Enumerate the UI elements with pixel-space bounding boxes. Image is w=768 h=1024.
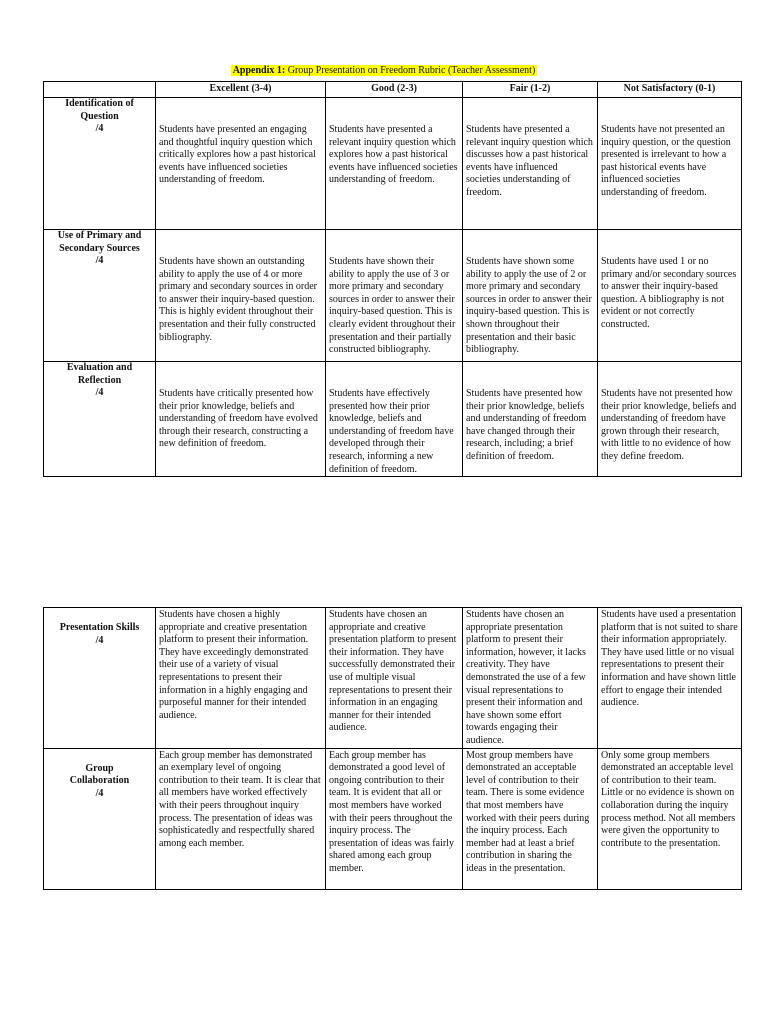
criterion-line: Use of Primary and xyxy=(57,230,142,241)
rubric-title xyxy=(0,64,768,78)
appendix-label: Appendix 1: xyxy=(232,65,286,76)
header-cell-excellent: Excellent (3-4) xyxy=(156,82,326,98)
descriptor-not-satisfactory: Students have not presented how their prior knowledge, beliefs and understanding of freedom have grown through their research, with little to no evidence of how they define freedom. xyxy=(598,362,742,477)
descriptor-not-satisfactory: Students have used 1 or no primary and/or secondary sources to answer their inquiry-based question. A bibliography is not evident or not correctly constructed. xyxy=(598,230,742,362)
descriptor-excellent: Students have critically presented how their prior knowledge, beliefs and understanding of freedom have evolved through their research, constructing a new definition of freedom. xyxy=(156,362,326,477)
table-row xyxy=(44,362,742,477)
rubric-table-bottom xyxy=(43,607,742,890)
header-cell-blank xyxy=(44,82,156,98)
descriptor-not-satisfactory: Students have used a presentation platform that is not suited to share their information appropriately. They have used little or no visual representations to present their information and have shown little effort to engage their intended audience. xyxy=(598,608,742,749)
descriptor-fair: Students have presented a relevant inquiry question which discusses how a past historical events have influenced societies understanding of freedom. xyxy=(463,98,598,230)
rubric-table-top xyxy=(43,81,742,477)
table-row xyxy=(44,748,742,889)
criterion-group-collaboration xyxy=(44,748,156,889)
table-row xyxy=(44,608,742,749)
criterion-score: /4 xyxy=(95,387,104,399)
criterion-line: Question xyxy=(80,110,119,122)
criterion-score: /4 xyxy=(95,123,104,135)
descriptor-good: Students have chosen an appropriate and creative presentation platform to present their information. They have successfully demonstrated their use of multiple visual representations to present their information in an engaging manner for their intended audience. xyxy=(326,608,463,749)
criterion-line: Secondary Sources xyxy=(59,242,140,254)
criterion-presentation-skills xyxy=(44,608,156,749)
descriptor-fair: Students have shown some ability to apply the use of 2 or more primary and secondary sources in order to answer their inquiry-based question. This is shown throughout their presentation and their basic bibliography. xyxy=(463,230,598,362)
descriptor-good: Students have effectively presented how their prior knowledge, beliefs and understanding of freedom have developed through their research, informing a new definition of freedom. xyxy=(326,362,463,477)
header-row xyxy=(44,82,742,98)
descriptor-not-satisfactory: Only some group members demonstrated an acceptable level of contribution to their team. Little or no evidence is shown on collaboration during the inquiry process method. Not all members were given the opportunity to contribute to the presentation. xyxy=(598,748,742,889)
criterion-line: Group xyxy=(85,762,114,774)
criterion-line: Evaluation and xyxy=(66,362,133,373)
criterion-line: Reflection xyxy=(77,374,122,386)
criterion-evaluation-and-reflection xyxy=(44,362,156,477)
criterion-line: Identification of xyxy=(65,98,134,109)
descriptor-fair: Most group members have demonstrated an acceptable level of contribution to their team. There is some evidence that most members have worked with their peers during the inquiry process. Each member had at least a brief contribution in sharing the ideas in the presentation. xyxy=(463,748,598,889)
table-row xyxy=(44,98,742,230)
descriptor-excellent: Students have chosen a highly appropriate and creative presentation platform to present their information. They have exceedingly demonstrated their use of a variety of visual representations to present their information in a highly engaging and purposeful manner for their intended audience. xyxy=(156,608,326,749)
criterion-score: /4 xyxy=(95,634,104,646)
header-cell-fair: Fair (1-2) xyxy=(463,82,598,98)
criterion-score: /4 xyxy=(95,787,104,799)
criterion-line: Collaboration xyxy=(69,775,130,787)
header-cell-not-satisfactory: Not Satisfactory (0-1) xyxy=(598,82,742,98)
criterion-score: /4 xyxy=(95,255,104,267)
descriptor-fair: Students have presented how their prior knowledge, beliefs and understanding of freedom have changed through their research, including; a brief definition of freedom. xyxy=(463,362,598,477)
header-cell-good: Good (2-3) xyxy=(326,82,463,98)
title-text: Group Presentation on Freedom Rubric (Teacher Assessment) xyxy=(285,65,536,76)
criterion-line: Presentation Skills xyxy=(59,622,140,633)
descriptor-fair: Students have chosen an appropriate presentation platform to present their information, however, it lacks creativity. They have demonstrated the use of a few visual representations to present their information and have shown some effort towards engaging their audience. xyxy=(463,608,598,749)
descriptor-good: Students have shown their ability to apply the use of 3 or more primary and secondary sources in order to answer their inquiry-based question. This is clearly evident throughout their presentation and their partially constructed bibliography. xyxy=(326,230,463,362)
descriptor-good: Students have presented a relevant inquiry question which explores how a past historical events have influenced societies understanding of freedom. xyxy=(326,98,463,230)
table-row xyxy=(44,230,742,362)
descriptor-excellent: Each group member has demonstrated an exemplary level of ongoing contribution to their team. It is clear that all members have worked effectively with their peers throughout inquiry process. The presentation of ideas was sophisticatedly and respectfully shared among each member. xyxy=(156,748,326,889)
descriptor-not-satisfactory: Students have not presented an inquiry question, or the question presented is irrelevant to how a past historical events have influenced societies understanding of freedom. xyxy=(598,98,742,230)
descriptor-good: Each group member has demonstrated a good level of ongoing contribution to their team. It is evident that all or most members have worked with their peers throughout the inquiry process. The presentation of ideas was fairly shared among each group member. xyxy=(326,748,463,889)
descriptor-excellent: Students have presented an engaging and thoughtful inquiry question which critically explores how a past historical events have influenced societies understanding of freedom. xyxy=(156,98,326,230)
descriptor-excellent: Students have shown an outstanding ability to apply the use of 4 or more primary and secondary sources in order to answer their inquiry-based question. This is highly evident throughout their presentation and their fully constructed bibliography. xyxy=(156,230,326,362)
title-highlight xyxy=(231,65,538,76)
criterion-identification-of-question xyxy=(44,98,156,230)
criterion-use-of-sources xyxy=(44,230,156,362)
